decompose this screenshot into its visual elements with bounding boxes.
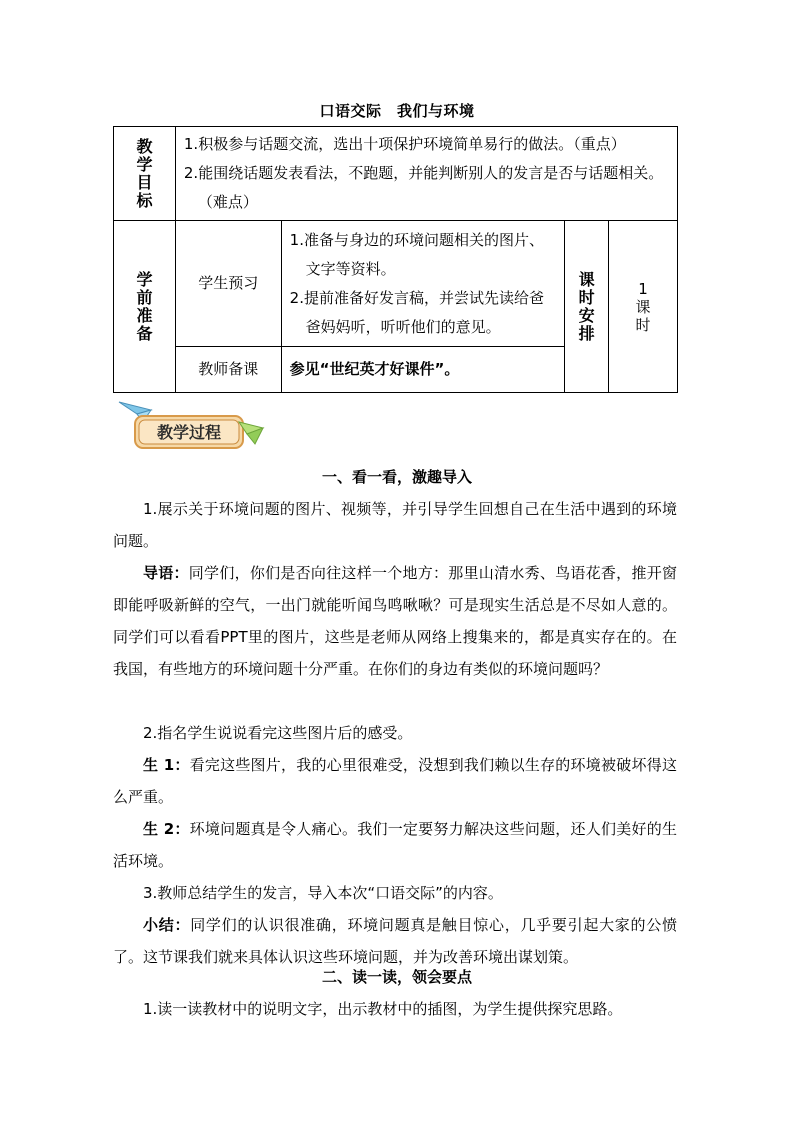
- teacher-prep-cell: 参见“世纪英才好课件”。: [281, 347, 564, 393]
- paragraph: 1.展示关于环境问题的图片、视频等，并引导学生回想自己在生活中遇到的环境问题。: [113, 500, 677, 550]
- paragraph: 3.教师总结学生的发言，导入本次“口语交际”的内容。: [143, 884, 503, 902]
- paragraph: 2.指名学生说说看完这些图片后的感受。: [143, 724, 413, 742]
- lesson-plan-table: [113, 126, 678, 393]
- goal-item: 1.积极参与话题交流，选出十项保护环境简单易行的做法。（重点）: [183, 135, 626, 153]
- guide-paragraph: 导语：同学们，你们是否向往这样一个地方：那里山清水秀、鸟语花香，推开窗即能呼吸新鲜的空气，一出门就能听闻鸟鸣啾啾？可是现实生活总是不尽如人意的。同学们可以看看PPT里的图片，这些是老师从网络上搜集来的，都是真实存在的。在我国，有些地方的环境问题十分严重。在你们的身边有类似的环境问题吗？: [113, 564, 677, 678]
- section-heading: 二、读一读，领会要点: [321, 968, 472, 986]
- student-prep-cell: [281, 221, 564, 347]
- teacher-prep-label: 教师备课: [175, 347, 281, 393]
- goal-item: 2.能围绕话题发表看法，不跑题，并能判断别人的发言是否与话题相关。（难点）: [183, 164, 664, 211]
- summary-paragraph: 小结：同学们的认识很准确，环境问题真是触目惊心，几乎要引起大家的公愤了。这节课我们就来具体认识这些环境问题，并为改善环境出谋划策。: [113, 916, 677, 966]
- student-prep-item: 1.准备与身边的环境问题相关的图片、文字等资料。: [289, 230, 544, 278]
- schedule-label: 课 时 安 排: [565, 221, 609, 393]
- student-prep-item: 2.提前准备好发言稿，并尝试先读给爸爸妈妈听，听听他们的意见。: [289, 288, 544, 336]
- paragraph: 1.读一读教材中的说明文字，出示教材中的插图，为学生提供探究思路。: [143, 1000, 623, 1018]
- goals-label: 教 学 目 标: [114, 127, 176, 221]
- schedule-value: 1 课 时: [609, 221, 678, 393]
- student-1-paragraph: 生 1：看完这些图片，我的心里很难受，没想到我们赖以生存的环境被破坏得这么严重。: [113, 756, 677, 806]
- student-prep-label: 学生预习: [175, 221, 281, 347]
- page-title: 口语交际 我们与环境: [319, 102, 475, 120]
- banner-label: 教学过程: [156, 423, 222, 442]
- prep-label: 学 前 准 备: [114, 221, 176, 393]
- student-2-paragraph: 生 2：环境问题真是令人痛心。我们一定要努力解决这些问题，还人们美好的生活环境。: [113, 820, 677, 870]
- section-heading: 一、看一看，激趣导入: [321, 468, 472, 486]
- teaching-process-banner: [117, 400, 267, 460]
- goals-cell: [175, 127, 677, 221]
